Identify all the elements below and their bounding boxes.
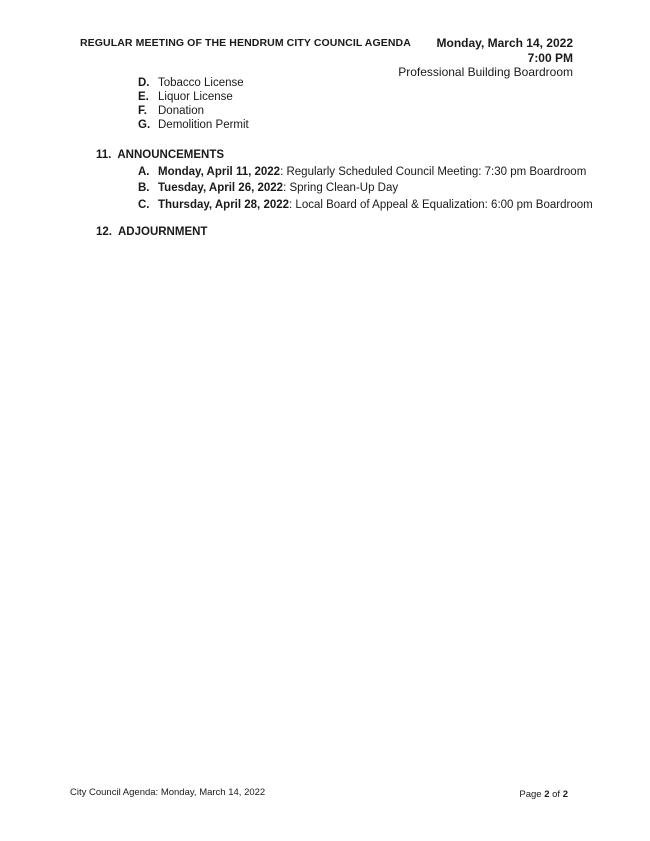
list-item: [138, 119, 249, 131]
meeting-time: 7:00 PM: [527, 51, 573, 65]
section-heading-adjournment: [96, 226, 207, 238]
section-title: ADJOURNMENT: [118, 226, 208, 238]
page-current: 2: [544, 789, 550, 800]
section-number: 11.: [96, 149, 112, 161]
list-item: [138, 182, 398, 194]
announcement-text: : Spring Clean-Up Day: [283, 182, 399, 194]
item-label: Demolition Permit: [158, 119, 249, 131]
item-letter: B.: [138, 182, 150, 194]
item-label: Donation: [158, 105, 205, 117]
list-item: [138, 166, 586, 178]
item-label: Tobacco License: [158, 77, 244, 89]
announcement-text: : Local Board of Appeal & Equalization: 6:00 pm Boardroom: [289, 199, 593, 211]
footer-document-label: City Council Agenda: Monday, March 14, 2022: [70, 787, 266, 798]
announcement-date: Thursday, April 28, 2022: [158, 199, 290, 211]
item-letter: C.: [138, 199, 150, 211]
page-prefix: Page: [519, 789, 542, 800]
item-letter: F.: [138, 105, 147, 117]
agenda-title: REGULAR MEETING OF THE HENDRUM CITY COUNCIL AGENDA: [80, 37, 411, 49]
list-item: [138, 199, 593, 211]
meeting-date: Monday, March 14, 2022: [436, 36, 573, 50]
list-item: [138, 105, 204, 117]
item-label: Liquor License: [158, 91, 233, 103]
meeting-location: Professional Building Boardroom: [398, 65, 573, 79]
item-letter: G.: [138, 119, 151, 131]
page-of: of: [552, 789, 561, 800]
announcement-text: : Regularly Scheduled Council Meeting: 7:30 pm Boardroom: [280, 166, 587, 178]
list-item: [138, 91, 233, 103]
item-letter: D.: [138, 77, 150, 89]
announcement-date: Tuesday, April 26, 2022: [158, 182, 284, 194]
section-number: 12.: [96, 226, 112, 238]
page-number: [519, 789, 568, 800]
section-title: ANNOUNCEMENTS: [117, 149, 225, 161]
announcement-date: Monday, April 11, 2022: [158, 166, 281, 178]
section-heading-announcements: [96, 149, 224, 161]
page-total: 2: [562, 789, 568, 800]
item-letter: A.: [138, 166, 150, 178]
list-item: [138, 77, 244, 89]
item-letter: E.: [138, 91, 149, 103]
